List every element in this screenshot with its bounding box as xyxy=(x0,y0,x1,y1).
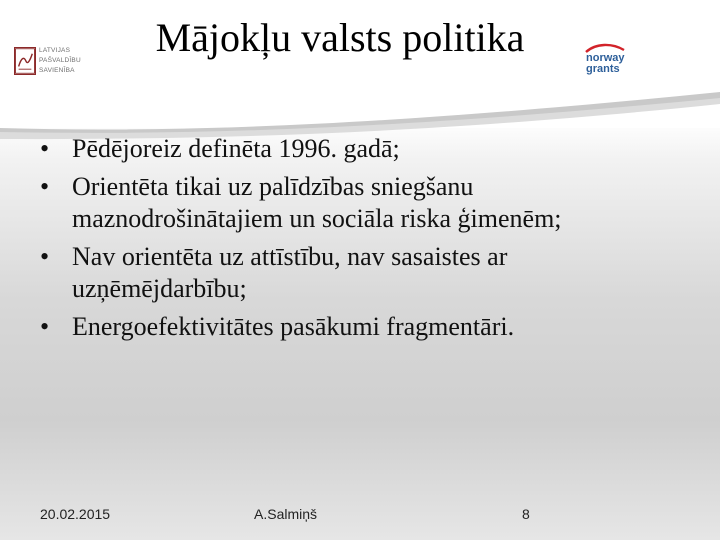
slide-title: Mājokļu valsts politika xyxy=(155,15,525,60)
bullet-item: • Energoefektivitātes pasākumi fragmentāri. xyxy=(40,311,680,343)
lps-logo xyxy=(14,45,104,79)
bullet-item: • Nav orientēta uz attīstību, nav sasaistes ar uzņēmējdarbību; xyxy=(40,241,680,305)
ng-line-2: grants xyxy=(586,63,620,75)
ng-line-1: norway xyxy=(586,52,625,64)
lps-line-1: LATVIJAS xyxy=(39,47,71,54)
norway-grants-logo xyxy=(578,42,638,78)
lps-emblem-icon xyxy=(14,47,36,75)
lps-line-2: PAŠVALDĪBU xyxy=(39,57,81,64)
bullet-list xyxy=(40,133,680,349)
bullet-item: • Pēdējoreiz definēta 1996. gadā; xyxy=(40,133,680,165)
bullet-item: • Orientēta tikai uz palīdzības sniegšanu maznodrošinātajiem un sociāla riska ģimenēm; xyxy=(40,171,680,235)
footer-page-number: 8 xyxy=(522,506,530,522)
lps-line-3: SAVIENĪBA xyxy=(39,67,75,74)
lps-wordmark xyxy=(39,46,109,76)
footer-author: A.Salmiņš xyxy=(254,506,318,522)
footer-date: 20.02.2015 xyxy=(40,506,111,522)
norway-grants-wordmark xyxy=(586,53,625,75)
